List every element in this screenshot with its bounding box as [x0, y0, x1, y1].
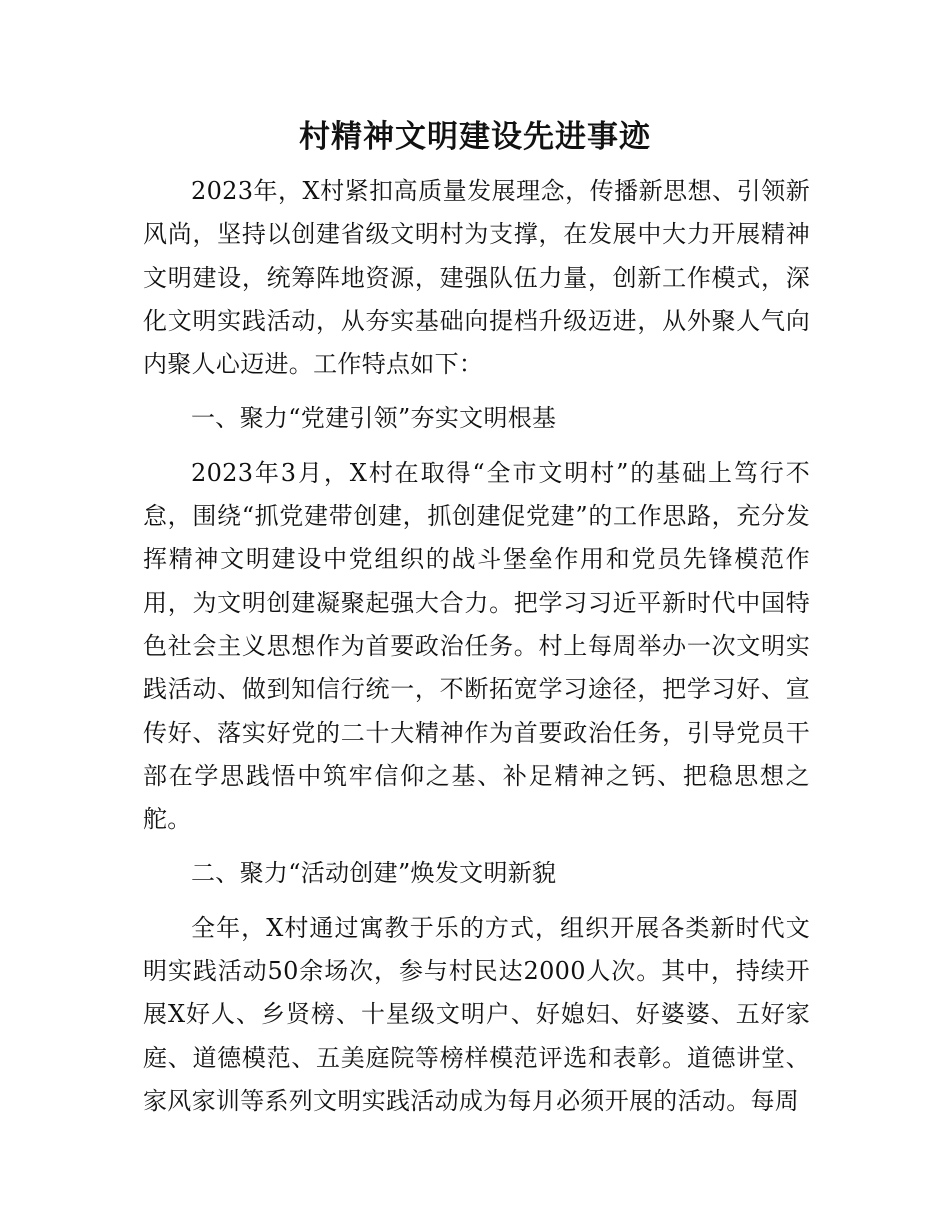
section-2-paragraph: 全年，X村通过寓教于乐的方式，组织开展各类新时代文明实践活动50余场次，参与村民达2000人次。其中，持续开展X好人、乡贤榜、十星级文明户、好媳妇、好婆婆、五好家庭、道德模范、五美庭院等榜样模范评选和表彰。道德讲堂、家风家训等系列文明实践活动成为每月必须开展的活动。每周	[143, 913, 810, 1115]
section-heading-2: 二、聚力“活动创建”焕发文明新貌	[191, 859, 557, 888]
intro-paragraph: 2023年，X村紧扣高质量发展理念，传播新思想、引领新风尚，坚持以创建省级文明村为支撑，在发展中大力开展精神文明建设，统筹阵地资源，建强队伍力量，创新工作模式，深化文明实践活动，从夯实基础向提档升级迈进，从外聚人气向内聚人心迈进。工作特点如下：	[143, 177, 810, 379]
document-title: 村精神文明建设先进事迹	[299, 119, 651, 155]
section-heading-1: 一、聚力“党建引领”夯实文明根基	[191, 404, 557, 433]
document-body	[143, 170, 810, 1123]
section-1-paragraph: 2023年3月，X村在取得“全市文明村”的基础上笃行不怠，围绕“抓党建带创建，抓创建促党建”的工作思路，充分发挥精神文明建设中党组织的战斗堡垒作用和党员先锋模范作用，为文明创建凝聚起强大合力。把学习习近平新时代中国特色社会主义思想作为首要政治任务。村上每周举办一次文明实践活动、做到知信行统一，不断拓宽学习途径，把学习好、宣传好、落实好党的二十大精神作为首要政治任务，引导党员干部在学思践悟中筑牢信仰之基、补足精神之钙、把稳思想之舵。	[143, 458, 810, 834]
